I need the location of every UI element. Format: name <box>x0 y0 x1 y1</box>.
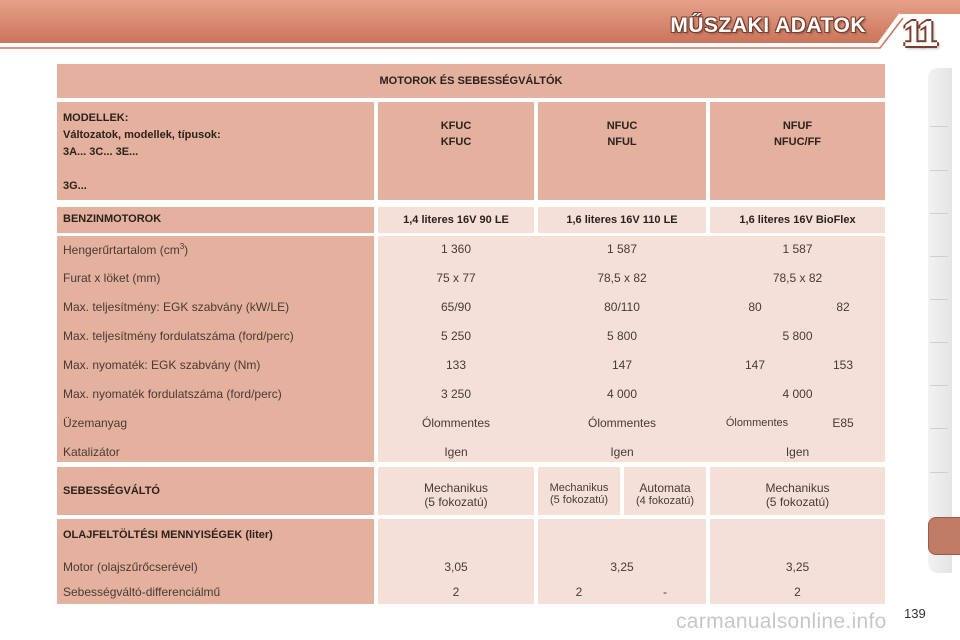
gearbox-cell <box>538 467 620 515</box>
engine-cell <box>710 207 885 233</box>
oil-value: 3,25 <box>785 560 810 574</box>
spec-value: 153 <box>832 358 854 372</box>
engine-cell <box>378 207 534 233</box>
tab-divider <box>930 126 948 127</box>
oil-value: - <box>663 585 667 599</box>
spec-label: Katalizátor <box>63 445 120 459</box>
spec-value: 80/110 <box>604 300 640 314</box>
spec-value: Ólommentes <box>421 416 491 430</box>
spec-value: 78,5 x 82 <box>772 271 823 285</box>
spec-value: Igen <box>785 445 810 459</box>
table-title-bar <box>57 64 885 98</box>
engine-name: 1,6 literes 16V 110 LE <box>566 214 678 226</box>
models-line: Változatok, modellek, típusok: <box>63 129 221 141</box>
spec-value: 82 <box>836 300 850 314</box>
spec-value: 1 360 <box>440 242 472 256</box>
gearbox-type: Mechanikus <box>423 481 489 495</box>
spec-value: Igen <box>610 445 634 459</box>
spec-value: 1 587 <box>782 242 813 256</box>
spec-value: 5 250 <box>440 329 472 343</box>
tab-divider <box>930 385 948 386</box>
models-line: 3G... <box>63 180 87 192</box>
model-code-cell <box>538 102 706 200</box>
spec-value: E85 <box>832 416 854 430</box>
tab-divider <box>930 170 948 171</box>
oil-value: 2 <box>794 585 801 599</box>
engine-name: 1,6 literes 16V BioFlex <box>739 214 856 226</box>
tab-divider <box>930 342 948 343</box>
model-code-cell <box>378 102 534 200</box>
gearbox-label-cell <box>57 467 374 515</box>
engines-label: BENZINMOTOROK <box>63 213 162 225</box>
tab-divider <box>930 428 948 429</box>
engine-cell <box>538 207 706 233</box>
model-code: KFUC <box>440 136 472 148</box>
gearbox-type: Mechanikus <box>549 482 609 494</box>
chapter-tabs <box>928 68 952 573</box>
spec-value: 147 <box>611 358 633 372</box>
chapter-number: 11 <box>902 13 936 54</box>
spec-value: 75 x 77 <box>436 271 476 285</box>
spec-value: 4 000 <box>782 387 813 401</box>
page-title: MŰSZAKI ADATOK <box>670 14 866 37</box>
models-header-cell <box>57 102 374 200</box>
spec-label: Üzemanyag <box>63 416 128 430</box>
gearbox-label: SEBESSÉGVÁLTÓ <box>63 485 160 497</box>
active-chapter-tab[interactable] <box>928 517 960 555</box>
spec-value: Ólommentes <box>587 416 657 430</box>
oil-label: OLAJFELTÖLTÉSI MENNYISÉGEK (liter) <box>63 529 273 541</box>
spec-value: 80 <box>748 300 762 314</box>
spec-value: Igen <box>444 445 468 459</box>
model-code: NFUC <box>606 120 638 132</box>
engines-label-cell <box>57 207 374 233</box>
spec-value: 1 587 <box>606 242 638 256</box>
gearbox-cell <box>710 467 885 515</box>
oil-value: 2 <box>452 585 460 599</box>
oil-item-label: Motor (olajszűrőcserével) <box>63 560 198 574</box>
specs-values <box>378 236 885 462</box>
spec-label: Max. teljesítmény fordulatszáma (ford/perc) <box>63 329 294 343</box>
spec-value: 65/90 <box>440 300 472 314</box>
page-header <box>0 0 960 58</box>
model-code-cell <box>710 102 885 200</box>
watermark: carmanualsonline.info <box>676 610 887 633</box>
model-code: NFUF <box>782 120 813 132</box>
oil-label-column <box>57 519 374 604</box>
gearbox-cell <box>378 467 534 515</box>
tab-divider <box>930 299 948 300</box>
model-code: NFUC/FF <box>773 136 822 148</box>
spec-label: Max. teljesítmény: EGK szabvány (kW/LE) <box>63 300 290 314</box>
gearbox-type: Automata <box>639 481 691 495</box>
spec-value: 147 <box>744 358 766 372</box>
spec-label: Hengerűrtartalom $(cm^3)$ <box>63 242 189 257</box>
tab-divider <box>930 472 948 473</box>
spec-value: 133 <box>445 358 467 372</box>
gearbox-cell <box>624 467 706 515</box>
gearbox-gears: (5 fokozatú) <box>549 494 609 506</box>
tab-divider <box>930 213 948 214</box>
spec-value: 3 250 <box>440 387 472 401</box>
models-line: 3A... 3C... 3E... <box>63 146 139 158</box>
tab-divider <box>930 256 948 257</box>
oil-values-cell <box>710 519 885 604</box>
model-code: NFUL <box>607 136 637 148</box>
models-line: MODELLEK: <box>63 112 129 124</box>
spec-value: 78,5 x 82 <box>597 271 647 285</box>
page-number: 139 <box>904 606 926 621</box>
gearbox-gears: (5 fokozatú) <box>424 495 488 509</box>
engine-name: 1,4 literes 16V 90 LE <box>403 214 509 226</box>
gearbox-gears: (5 fokozatú) <box>765 495 830 509</box>
oil-values-cell <box>378 519 534 604</box>
spec-value: 4 000 <box>606 387 638 401</box>
spec-label: Furat x löket (mm) <box>63 271 161 285</box>
spec-label: Max. nyomaték: EGK szabvány (Nm) <box>63 358 261 372</box>
gearbox-gears: (4 fokozatú) <box>635 495 695 507</box>
oil-value: 2 <box>575 585 583 599</box>
table-title: MOTOROK ÉS SEBESSÉGVÁLTÓK <box>379 75 563 87</box>
model-code: KFUC <box>440 120 472 132</box>
specs-label-column <box>57 236 374 462</box>
oil-item-label: Sebességváltó-differenciálmű <box>63 585 221 599</box>
spec-value: Ólommentes <box>725 417 789 429</box>
gearbox-type: Mechanikus <box>765 481 830 495</box>
oil-values-cell <box>538 519 706 604</box>
oil-value: 3,25 <box>610 560 634 574</box>
spec-value: 5 800 <box>606 329 638 343</box>
oil-value: 3,05 <box>444 560 468 574</box>
spec-label: Max. nyomaték fordulatszáma (ford/perc) <box>63 387 282 401</box>
spec-value: 5 800 <box>782 329 813 343</box>
